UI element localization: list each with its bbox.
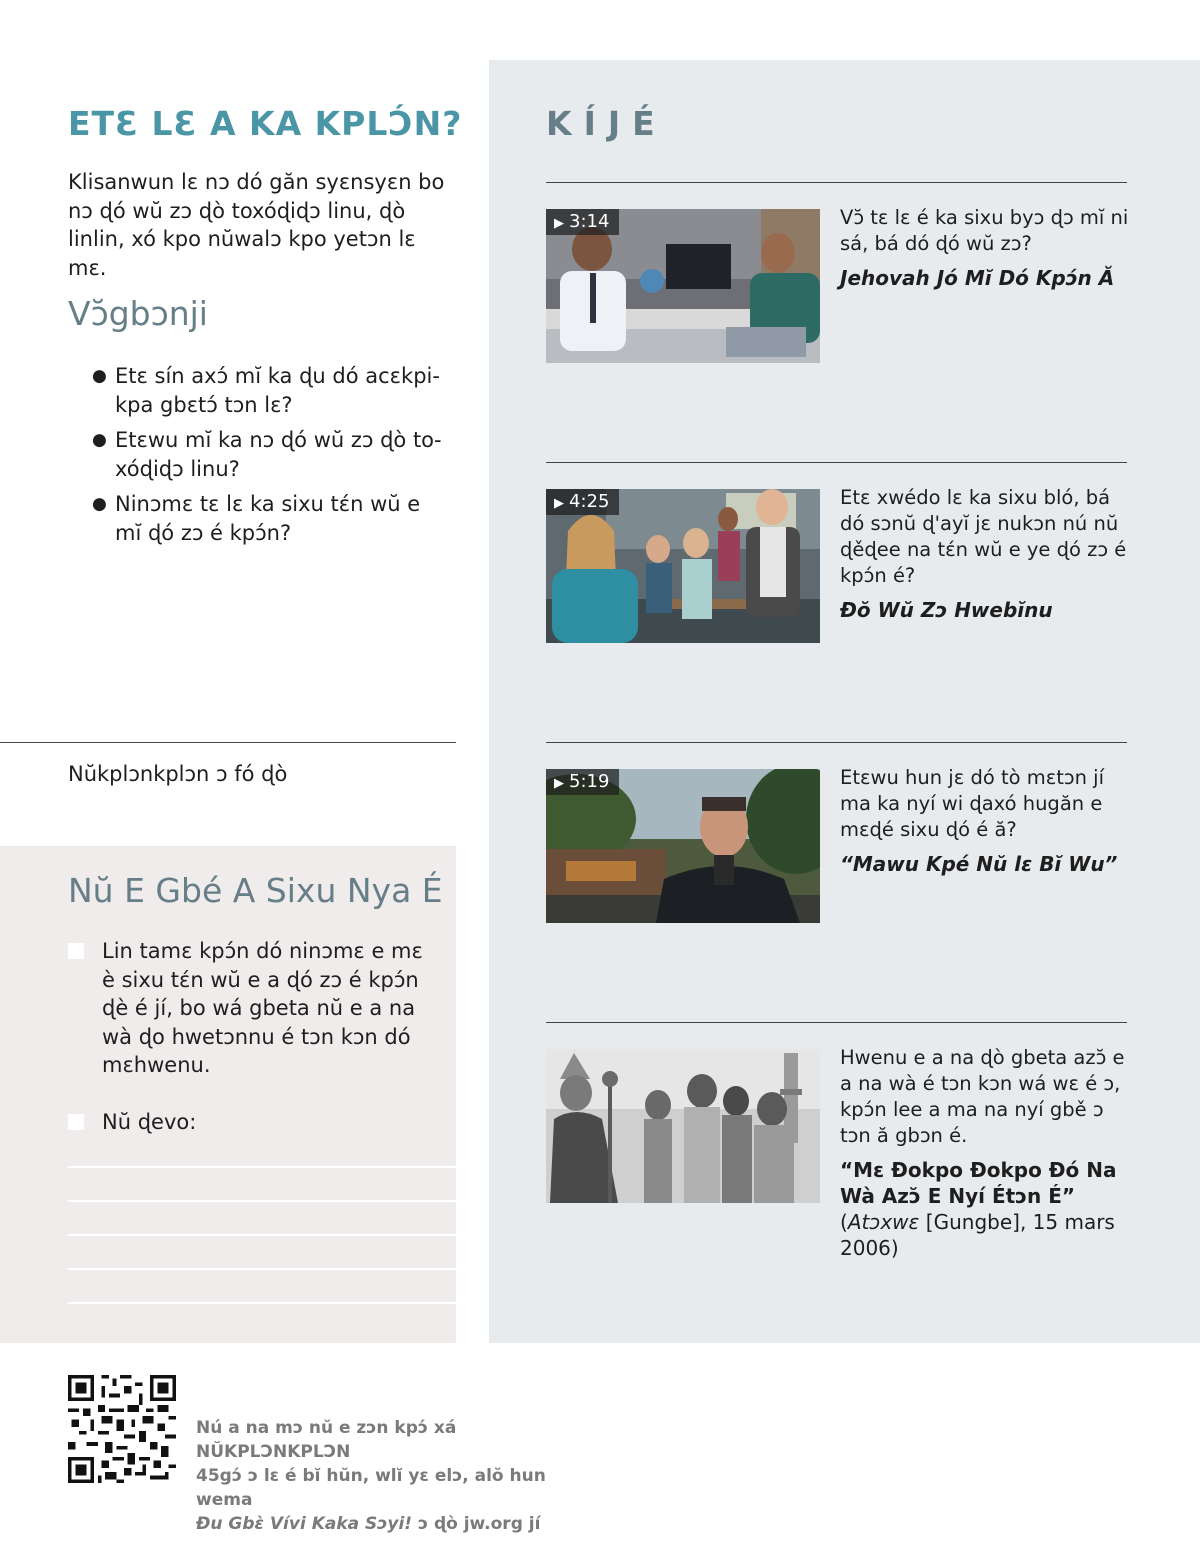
discussion-subtitle: Vɔ̆gbɔnji <box>68 294 208 333</box>
item-question: Hwenu e a na ɖò gbeta azɔ̆ e a na wà é tɔn kɔn wá wɛ é ɔ, kpɔ́n lee a ma na nyí gbě ɔ tɔn ă gbɔn é. <box>840 1046 1125 1147</box>
item-description <box>840 485 1130 623</box>
item-question: Vɔ̆ tɛ lɛ é ka sixu byɔ ɖɔ mĭ ni sá, bá dó ɖó wŭ zɔ? <box>840 206 1129 255</box>
video-thumbnail[interactable] <box>546 769 820 923</box>
historical-illustration-image <box>546 1049 820 1203</box>
writing-line[interactable] <box>68 1166 456 1168</box>
writing-line[interactable] <box>68 1302 456 1304</box>
question-list <box>88 362 448 554</box>
see-section-title: KÍJÉ <box>546 104 667 143</box>
item-source-link[interactable]: Ðŏ Wŭ Zɔ Hwebĭnu <box>840 598 1053 622</box>
item-description <box>840 1045 1130 1261</box>
intro-paragraph: Klisanwun lɛ nɔ dó găn syɛnsyɛn bo nɔ ɖó wŭ zɔ ɖò toxóɖiɖɔ linu, ɖò linlin, xó kpo nŭwalɔ kpo yetɔn lɛ mɛ. <box>68 170 445 280</box>
item-source-link[interactable]: Jehovah Jó Mĭ Dó Kpɔ́n Ă <box>840 266 1115 290</box>
bullet-icon: ● <box>92 494 107 514</box>
checklist-item: Lin tamɛ kpɔ́n dó ninɔmɛ e mɛ è sixu tɛ́n wŭ e a ɖó zɔ é kpɔ́n ɖè é jí, bo wá gbeta nŭ e a na wà ɖo hwetɔnnu é tɔn kɔn dó mɛhwenu. <box>68 937 428 1080</box>
item-description <box>840 205 1130 291</box>
item-question: Etɛwu hun jɛ dó tò mɛtɔn jí ma ka nyí wi ɖaxó hugăn e mɛɖé sixu ɖó é ă? <box>840 766 1105 841</box>
item-divider <box>546 462 1127 463</box>
duration-badge: ▶ 4:25 <box>546 489 619 515</box>
duration-badge: ▶ 3:14 <box>546 209 619 235</box>
writing-line[interactable] <box>68 1268 456 1270</box>
main-title: ETƐ LƐ A KA KPLƆ́N? <box>68 104 463 143</box>
duration-badge: ▶ 5:19 <box>546 769 619 795</box>
video-thumbnail[interactable] <box>546 209 820 363</box>
item-description <box>840 765 1130 877</box>
item-source-link[interactable]: “Mɛ Ðokpo Ðokpo Ðó Na Wà Azɔ̆ E Nyí Étɔn É” (Atɔxwɛ [Gungbe], 15 mars 2006) <box>840 1158 1117 1260</box>
book-title-link[interactable]: Ðu Gbɛ̀ Vívi Kaka Sɔyi! <box>196 1514 413 1534</box>
bullet-icon: ● <box>92 430 107 450</box>
question-item: ● Ninɔmɛ tɛ lɛ ka sixu tɛ́n wŭ e mĭ ɖó zɔ é kpɔ́n? <box>92 492 421 545</box>
video-thumbnail[interactable] <box>546 489 820 643</box>
question-item: ● Etɛwu mĭ ka nɔ ɖó wŭ zɔ ɖò toxóɖiɖɔ linu? <box>92 428 442 481</box>
footer-note <box>196 1416 596 1536</box>
illustration-thumbnail <box>546 1049 820 1203</box>
tract-label: Nŭkplɔnkplɔn ɔ fó ɖò <box>68 762 288 786</box>
item-divider <box>546 1022 1127 1023</box>
question-item: ● Etɛ sín axɔ́ mĭ ka ɖu dó acɛkpikpa gbɛtɔ́ tɔn lɛ? <box>92 364 440 417</box>
footer-line: 45gɔ́ ɔ lɛ é bĭ hŭn, wlĭ yɛ elɔ, alŏ hun wema <box>196 1466 546 1510</box>
writing-line[interactable] <box>68 1200 456 1202</box>
checkbox[interactable] <box>68 1114 84 1130</box>
item-divider <box>546 182 1127 183</box>
item-divider <box>546 742 1127 743</box>
play-icon: ▶ <box>554 776 564 791</box>
checklist-item: Nŭ ɖevo: <box>68 1108 428 1137</box>
play-icon: ▶ <box>554 216 564 231</box>
play-icon: ▶ <box>554 496 564 511</box>
left-divider <box>0 742 456 743</box>
qr-code-icon[interactable] <box>68 1375 176 1483</box>
item-question: Etɛ xwédo lɛ ka sixu bló, bá dó sɔnŭ ɖ'ayĭ jɛ nukɔn nú nŭ ɖěɖee na tɛ́n wŭ e ye ɖó zɔ é kpɔ́n é? <box>840 486 1127 587</box>
footer-line: Ðu Gbɛ̀ Vívi Kaka Sɔyi! ɔ ɖò jw.org jí <box>196 1514 541 1534</box>
writing-line[interactable] <box>68 1234 456 1236</box>
checkbox[interactable] <box>68 943 84 959</box>
bullet-icon: ● <box>92 366 107 386</box>
footer-line: Nú a na mɔ nŭ e zɔn kpɔ́ xá NŬKPLƆNKPLƆN <box>196 1418 457 1462</box>
note-title: Nŭ E Gbé A Sixu Nya É <box>68 871 443 910</box>
item-source-link[interactable]: “Mawu Kpé Nŭ lɛ Bĭ Wu” <box>840 852 1118 876</box>
